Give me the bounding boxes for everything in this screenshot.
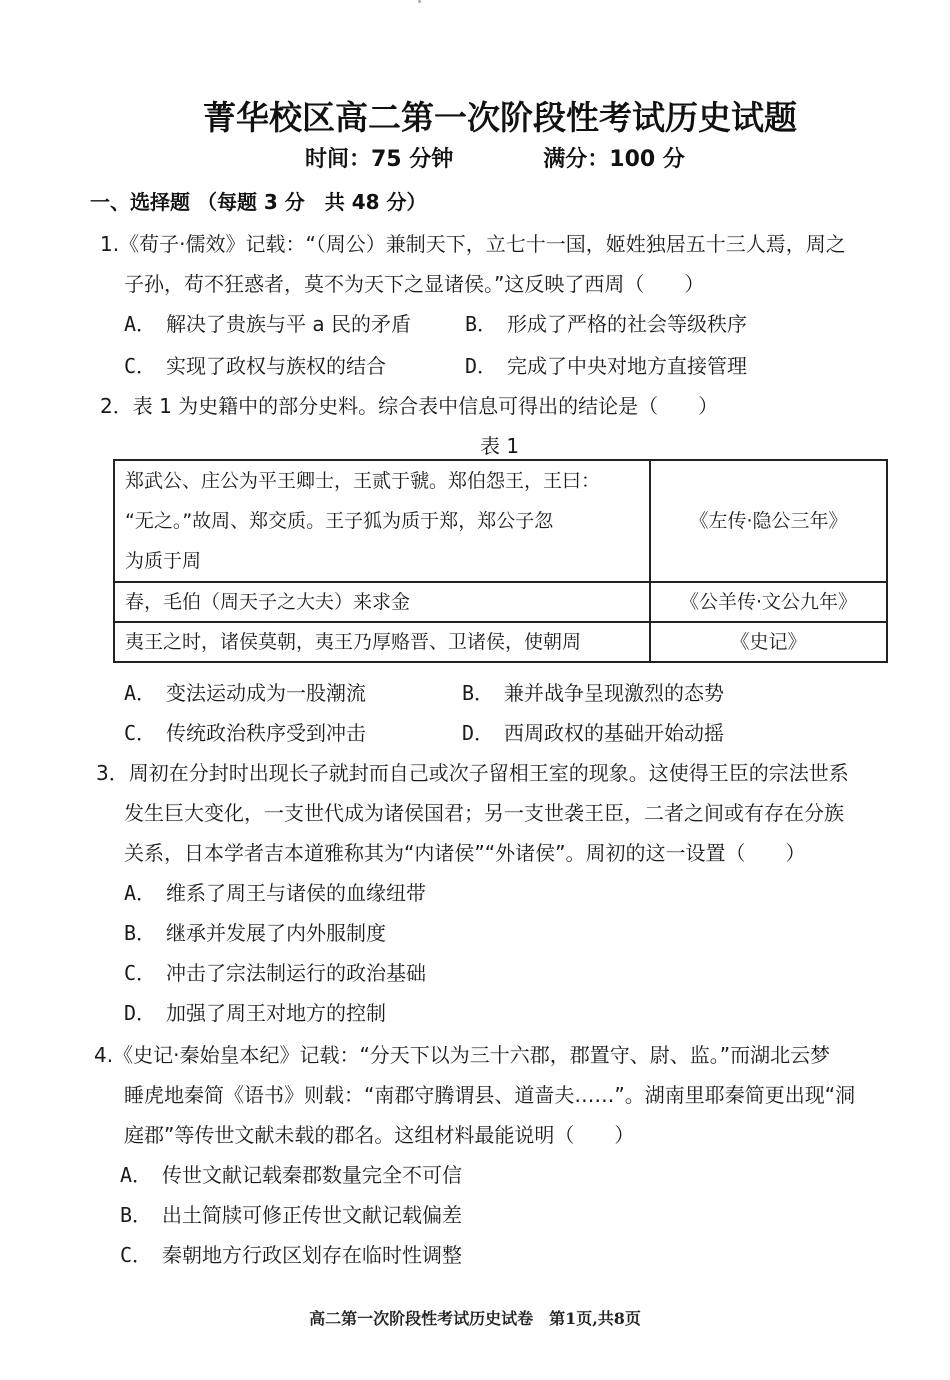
question-4-option-c[interactable]: C． 秦朝地方行政区划存在临时性调整 bbox=[120, 1243, 463, 1267]
exam-subtitle bbox=[305, 142, 685, 173]
section-heading: 一、选择题 （每题 3 分 共 48 分） bbox=[90, 190, 427, 214]
question-4-line-1: 4.《史记·秦始皇本纪》记载：“分天下以为三十六郡，郡置守、尉、监。”而湖北云梦 bbox=[94, 1043, 831, 1067]
scan-speck bbox=[418, 0, 421, 3]
full-score: 满分：100 分 bbox=[543, 147, 685, 172]
table-caption: 表 1 bbox=[480, 434, 520, 458]
question-4-option-a[interactable]: A． 传世文献记载秦郡数量完全不可信 bbox=[120, 1163, 463, 1187]
question-3-option-d[interactable]: D． 加强了周王对地方的控制 bbox=[124, 1001, 387, 1025]
question-1-option-c[interactable]: C． 实现了政权与族权的结合 bbox=[124, 354, 387, 378]
table-cell-source: 《史记》 bbox=[650, 622, 887, 662]
question-2-option-b[interactable]: B． 兼并战争呈现激烈的态势 bbox=[462, 681, 725, 705]
page-footer: 高二第一次阶段性考试历史试卷 第1页,共8页 bbox=[309, 1309, 641, 1328]
table-cell-content: 春，毛伯（周天子之大夫）来求金 bbox=[114, 582, 650, 622]
question-1-option-d[interactable]: D． 完成了中央对地方直接管理 bbox=[465, 354, 748, 378]
question-3-line-2: 发生巨大变化，一支世代成为诸侯国君；另一支世袭王臣，二者之间或有存在分族 bbox=[124, 801, 844, 825]
question-3-option-b[interactable]: B． 继承并发展了内外服制度 bbox=[124, 921, 387, 945]
question-2-option-a[interactable]: A． 变法运动成为一股潮流 bbox=[124, 681, 367, 705]
table-row bbox=[114, 622, 887, 662]
question-4-option-b[interactable]: B． 出土简牍可修正传世文献记载偏差 bbox=[120, 1203, 463, 1227]
question-2-line-1: 2．表 1 为史籍中的部分史料。综合表中信息可得出的结论是（ ） bbox=[100, 394, 719, 418]
question-3-option-a[interactable]: A． 维系了周王与诸侯的血缘纽带 bbox=[124, 881, 427, 905]
question-3-line-1: 3．周初在分封时出现长子就封而自己或次子留相王室的现象。这使得王臣的宗法世系 bbox=[96, 761, 849, 785]
question-3-option-c[interactable]: C． 冲击了宗法制运行的政治基础 bbox=[124, 961, 427, 985]
question-1-line-1: 1.《荀子·儒效》记载：“（周公）兼制天下，立七十一国，姬姓独居五十三人焉，周之 bbox=[100, 232, 846, 256]
table-cell-source: 《公羊传·文公九年》 bbox=[650, 582, 887, 622]
exam-title: 菁华校区高二第一次阶段性考试历史试题 bbox=[203, 98, 797, 137]
table-cell-content: 夷王之时，诸侯莫朝，夷王乃厚赂晋、卫诸侯，使朝周 bbox=[114, 622, 650, 662]
question-2-option-c[interactable]: C． 传统政治秩序受到冲击 bbox=[124, 721, 367, 745]
question-2-option-d[interactable]: D． 西周政权的基础开始动摇 bbox=[462, 721, 725, 745]
source-table bbox=[113, 459, 888, 663]
table-cell-source: 《左传·隐公三年》 bbox=[650, 460, 887, 582]
time-limit: 时间：75 分钟 bbox=[305, 147, 454, 172]
table-cell-content: 郑武公、庄公为平王卿士，王贰于虢。郑伯怨王，王曰： “无之。”故周、郑交质。王子狐为质于郑，郑公子忽 为质于周 bbox=[114, 460, 650, 582]
question-1-option-a[interactable]: A． 解决了贵族与平 a 民的矛盾 bbox=[124, 312, 412, 336]
table-row bbox=[114, 460, 887, 582]
question-4-line-2: 睡虎地秦简《语书》则载：“南郡守腾谓县、道啬夫……”。湖南里耶秦简更出现“洞 bbox=[124, 1083, 856, 1107]
question-1-option-b[interactable]: B． 形成了严格的社会等级秩序 bbox=[465, 312, 748, 336]
question-4-line-3: 庭郡”等传世文献未载的郡名。这组材料最能说明（ ） bbox=[124, 1123, 635, 1147]
question-3-line-3: 关系，日本学者吉本道雅称其为“内诸侯”“外诸侯”。周初的这一设置（ ） bbox=[124, 841, 806, 865]
table-row bbox=[114, 582, 887, 622]
question-1-line-2: 子孙，苟不狂惑者，莫不为天下之显诸侯。”这反映了西周（ ） bbox=[124, 272, 705, 296]
